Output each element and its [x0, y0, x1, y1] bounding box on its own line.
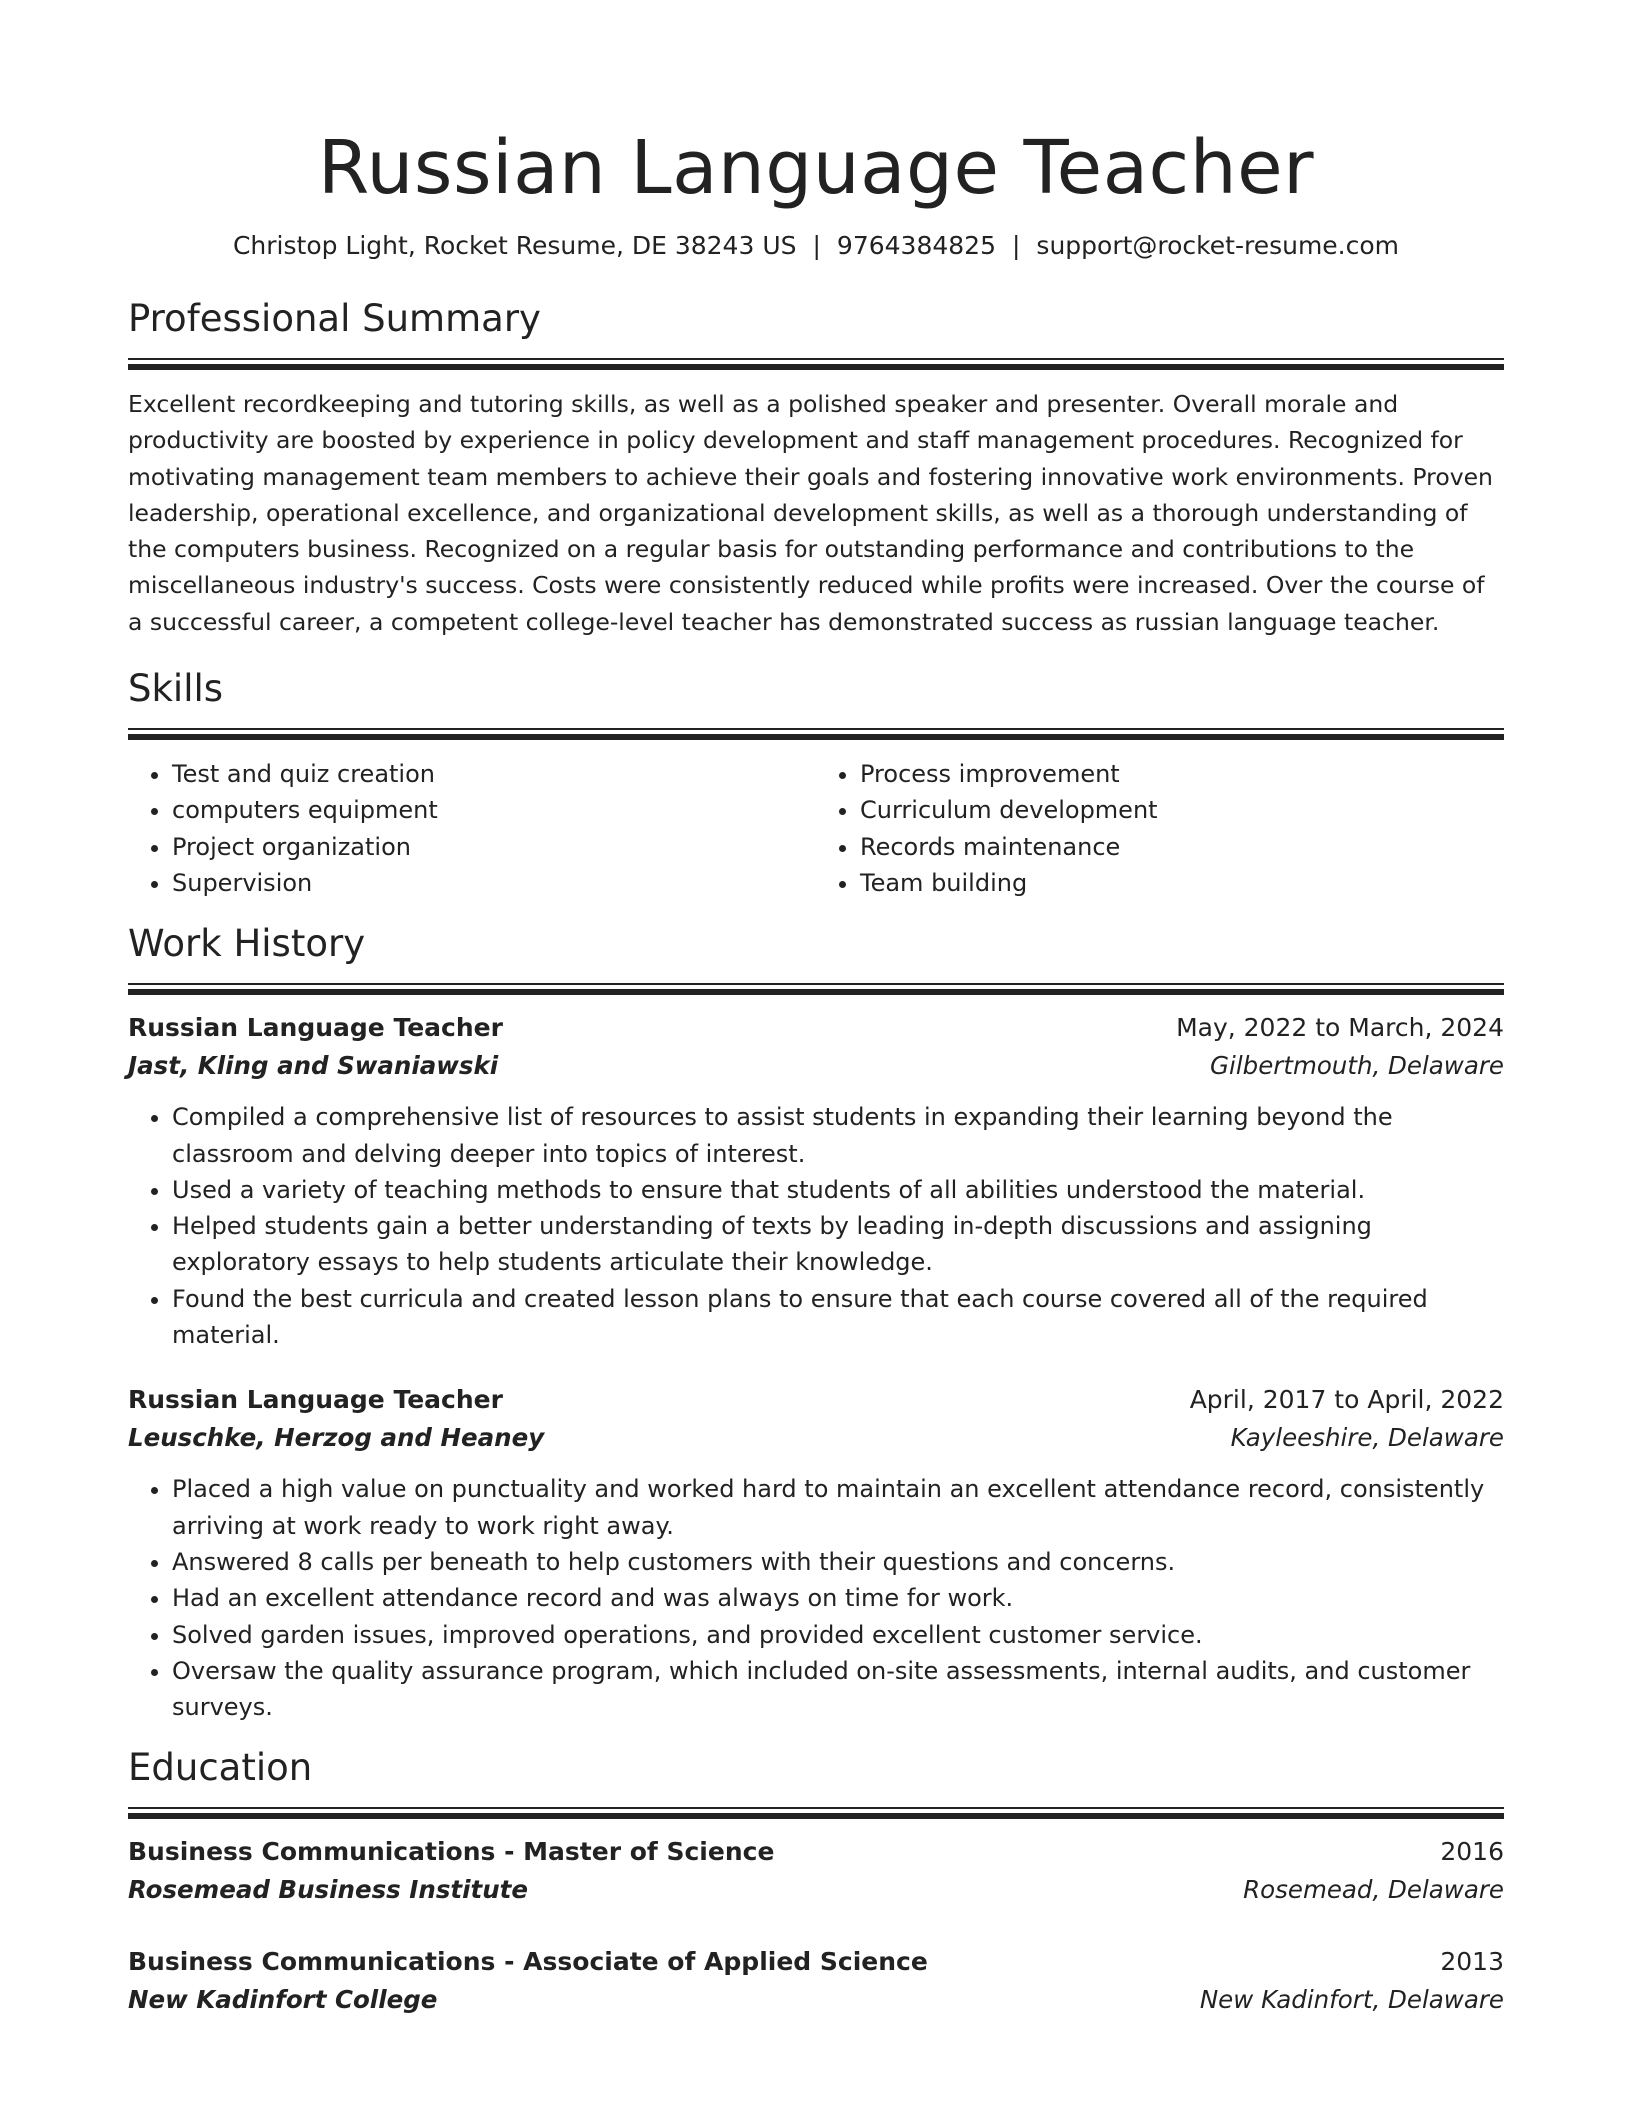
skills-list-right	[816, 756, 1504, 901]
work-history-section	[128, 921, 1504, 1725]
job-company-row	[128, 1419, 1504, 1457]
education-year: 2013	[1440, 1947, 1504, 1977]
job-title: Russian Language Teacher	[128, 1385, 503, 1415]
education-degree: Business Communications - Master of Science	[128, 1837, 775, 1867]
summary-heading: Professional Summary	[128, 297, 541, 340]
job-company: Jast, Kling and Swaniawski	[128, 1051, 499, 1081]
job-dates: May, 2022 to March, 2024	[1176, 1013, 1504, 1043]
education-heading: Education	[128, 1746, 313, 1790]
education-school: New Kadinfort College	[128, 1985, 438, 2015]
job-bullet: • Answered 8 calls per beneath to help customers with their questions and concerns.	[172, 1544, 1504, 1580]
skill-item: • Project organization	[172, 829, 816, 865]
section-divider	[128, 1807, 1504, 1819]
job-bullet: • Had an excellent attendance record and was always on time for work.	[172, 1580, 1504, 1616]
job-company-row	[128, 1047, 1504, 1085]
contact-address: Christop Light, Rocket Resume, DE 38243 US	[232, 231, 797, 260]
job-header-row	[128, 1381, 1504, 1419]
skills-columns	[128, 756, 1504, 901]
skill-item: • computers equipment	[172, 792, 816, 828]
job-header-row	[128, 1009, 1504, 1047]
skill-item: • Supervision	[172, 865, 816, 901]
education-school-row	[128, 1871, 1504, 1909]
job-entry	[128, 1381, 1504, 1725]
contact-email: support@rocket-resume.com	[1036, 231, 1400, 260]
education-header-row	[128, 1833, 1504, 1871]
skills-heading: Skills	[128, 667, 224, 711]
job-bullets	[128, 1099, 1504, 1353]
job-company: Leuschke, Herzog and Heaney	[128, 1423, 545, 1453]
summary-text: Excellent recordkeeping and tutoring skills, as well as a polished speaker and presenter. Overall morale and productivity are boosted by experience in policy development and staff management procedures. Recognized for motivating management team members to achieve their goals and fostering innovative work environments. Proven leadership, operational excellence, and organizational development skills, as well as a thorough understanding of the computers business. Recognized on a regular basis for outstanding performance and contributions to the miscellaneous industry's success. Costs were consistently reduced while profits were increased. Over the course of a successful career, a competent college-level teacher has demonstrated success as russian language teacher.	[128, 390, 1493, 636]
education-entry	[128, 1943, 1504, 2019]
education-location: New Kadinfort, Delaware	[1199, 1985, 1504, 2015]
education-degree: Business Communications - Associate of Applied Science	[128, 1947, 928, 1977]
skill-item: • Curriculum development	[860, 792, 1504, 828]
contact-separator: |	[1011, 231, 1021, 260]
job-bullets	[128, 1471, 1504, 1725]
skill-item: • Records maintenance	[860, 829, 1504, 865]
job-location: Kayleeshire, Delaware	[1230, 1423, 1504, 1453]
education-school: Rosemead Business Institute	[128, 1875, 529, 1905]
skill-item: • Test and quiz creation	[172, 756, 816, 792]
skills-section	[128, 666, 1504, 901]
education-header-row	[128, 1943, 1504, 1981]
job-bullet: • Placed a high value on punctuality and worked hard to maintain an excellent attendance record, consistently arriving at work ready to work right away.	[172, 1471, 1504, 1544]
education-location: Rosemead, Delaware	[1243, 1875, 1504, 1905]
work-history-heading: Work History	[128, 922, 366, 966]
contact-phone: 9764384825	[836, 231, 996, 260]
job-location: Gilbertmouth, Delaware	[1210, 1051, 1504, 1081]
contact-line	[128, 228, 1504, 264]
education-school-row	[128, 1981, 1504, 2019]
education-entry	[128, 1833, 1504, 1909]
job-bullet: • Used a variety of teaching methods to ensure that students of all abilities understood the material.	[172, 1172, 1504, 1208]
job-bullet: • Found the best curricula and created lesson plans to ensure that each course covered all of the required material.	[172, 1281, 1504, 1354]
skill-item: • Team building	[860, 865, 1504, 901]
summary-section	[128, 296, 1504, 640]
job-title: Russian Language Teacher	[128, 1013, 503, 1043]
section-divider	[128, 728, 1504, 740]
education-section	[128, 1745, 1504, 2019]
skills-list-left	[128, 756, 816, 901]
job-entry	[128, 1009, 1504, 1353]
job-dates: April, 2017 to April, 2022	[1189, 1385, 1504, 1415]
skill-item: • Process improvement	[860, 756, 1504, 792]
job-bullet: • Oversaw the quality assurance program, which included on-site assessments, internal audits, and customer surveys.	[172, 1653, 1504, 1726]
job-bullet: • Solved garden issues, improved operations, and provided excellent customer service.	[172, 1617, 1504, 1653]
section-divider	[128, 983, 1504, 995]
education-year: 2016	[1440, 1837, 1504, 1867]
job-bullet: • Compiled a comprehensive list of resources to assist students in expanding their learning beyond the classroom and delving deeper into topics of interest.	[172, 1099, 1504, 1172]
contact-separator: |	[812, 231, 821, 260]
job-bullet: • Helped students gain a better understanding of texts by leading in-depth discussions and assigning exploratory essays to help students articulate their knowledge.	[172, 1208, 1504, 1281]
resume-title: Russian Language Teacher	[317, 125, 1315, 211]
section-divider	[128, 358, 1504, 370]
